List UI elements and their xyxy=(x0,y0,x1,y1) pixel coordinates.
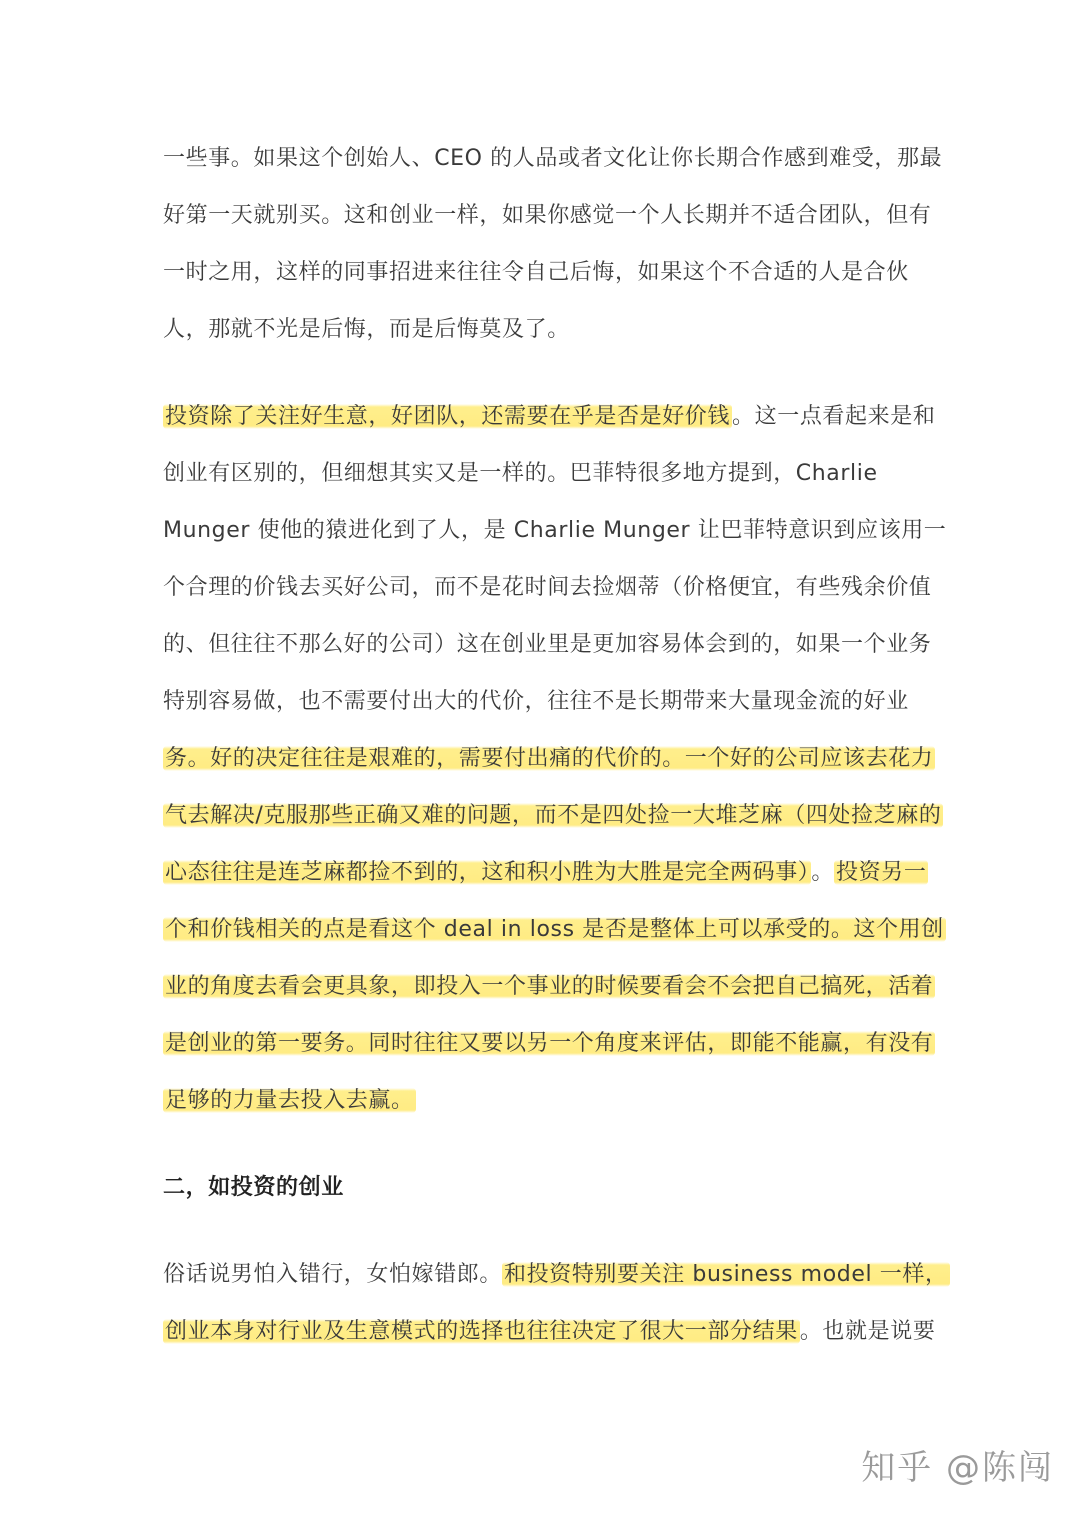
paragraph-2-line-11 xyxy=(163,970,935,1004)
paragraph-2-line-13 xyxy=(163,1084,416,1118)
paragraph-3-line-2 xyxy=(163,1315,935,1349)
section-heading: 二，如投资的创业 xyxy=(163,1175,344,1200)
paragraph-2-line-10 xyxy=(163,913,946,947)
highlighted-text: 业的角度去看会更具象，即投入一个事业的时候要看会不会把自己搞死，活着 xyxy=(165,974,934,999)
highlighted-text: 气去解决/克服那些正确又难的问题，而不是四处捡一大堆芝麻（四处捡芝麻的 xyxy=(165,803,942,828)
highlighted-text: 和投资特别要关注 business model 一样， xyxy=(504,1262,948,1287)
paragraph-3-line-1 xyxy=(163,1258,950,1292)
highlighted-text: 务。好的决定往往是艰难的，需要付出痛的代价的。一个好的公司应该去花力 xyxy=(165,746,934,771)
paragraph-2-line-12 xyxy=(163,1027,935,1061)
highlighted-text: 投资除了关注好生意，好团队，还需要在乎是否是好价钱 xyxy=(165,404,731,429)
paragraph-2-line-9 xyxy=(163,856,928,890)
highlighted-text: 心态往往是连芝麻都捡不到的，这和积小胜为大胜是完全两码事） xyxy=(165,860,810,885)
paragraph-2-line-8 xyxy=(163,799,943,833)
paragraph-2-line-4: 个合理的价钱去买好公司，而不是花时间去捡烟蒂（价格便宜，有些残余价值 xyxy=(163,575,932,600)
paragraph-1-line-4: 人，那就不光是后悔，而是后悔莫及了。 xyxy=(163,317,570,342)
plain-text: 。 xyxy=(811,860,835,885)
paragraph-2-line-2: 创业有区别的，但细想其实又是一样的。巴菲特很多地方提到，Charlie xyxy=(163,461,878,486)
highlighted-text: 足够的力量去投入去赢。 xyxy=(165,1088,414,1113)
paragraph-2-line-7 xyxy=(163,742,935,776)
paragraph-1-line-2: 好第一天就别买。这和创业一样，如果你感觉一个人长期并不适合团队，但有 xyxy=(163,203,932,228)
paragraph-2-line-6: 特别容易做，也不需要付出大的代价，往往不是长期带来大量现金流的好业 xyxy=(163,689,909,714)
plain-text: 。这一点看起来是和 xyxy=(732,404,936,429)
highlighted-text: 创业本身对行业及生意模式的选择也往往决定了很大一部分结果 xyxy=(165,1319,798,1344)
paragraph-2-line-5: 的、但往往不那么好的公司）这在创业里是更加容易体会到的，如果一个业务 xyxy=(163,632,932,657)
paragraph-2-line-3: Munger 使他的猿进化到了人，是 Charlie Munger 让巴菲特意识到应该用一 xyxy=(163,518,947,543)
plain-text: 。也就是说要 xyxy=(799,1319,936,1344)
highlighted-text: 是创业的第一要务。同时往往又要以另一个角度来评估，即能不能赢，有没有 xyxy=(165,1031,934,1056)
paragraph-1-line-1: 一些事。如果这个创始人、CEO 的人品或者文化让你长期合作感到难受，那最 xyxy=(163,146,943,171)
paragraph-2-line-1 xyxy=(163,400,935,434)
highlighted-text: 个和价钱相关的点是看这个 deal in loss 是否是整体上可以承受的。这个用创 xyxy=(165,917,944,942)
paragraph-1-line-3: 一时之用，这样的同事招进来往往令自己后悔，如果这个不合适的人是合伙 xyxy=(163,260,909,285)
zhihu-watermark: 知乎 @陈闯 xyxy=(861,1448,1054,1488)
highlighted-text: 投资另一 xyxy=(836,860,927,885)
plain-text: 俗话说男怕入错行，女怕嫁错郎。 xyxy=(163,1262,503,1287)
